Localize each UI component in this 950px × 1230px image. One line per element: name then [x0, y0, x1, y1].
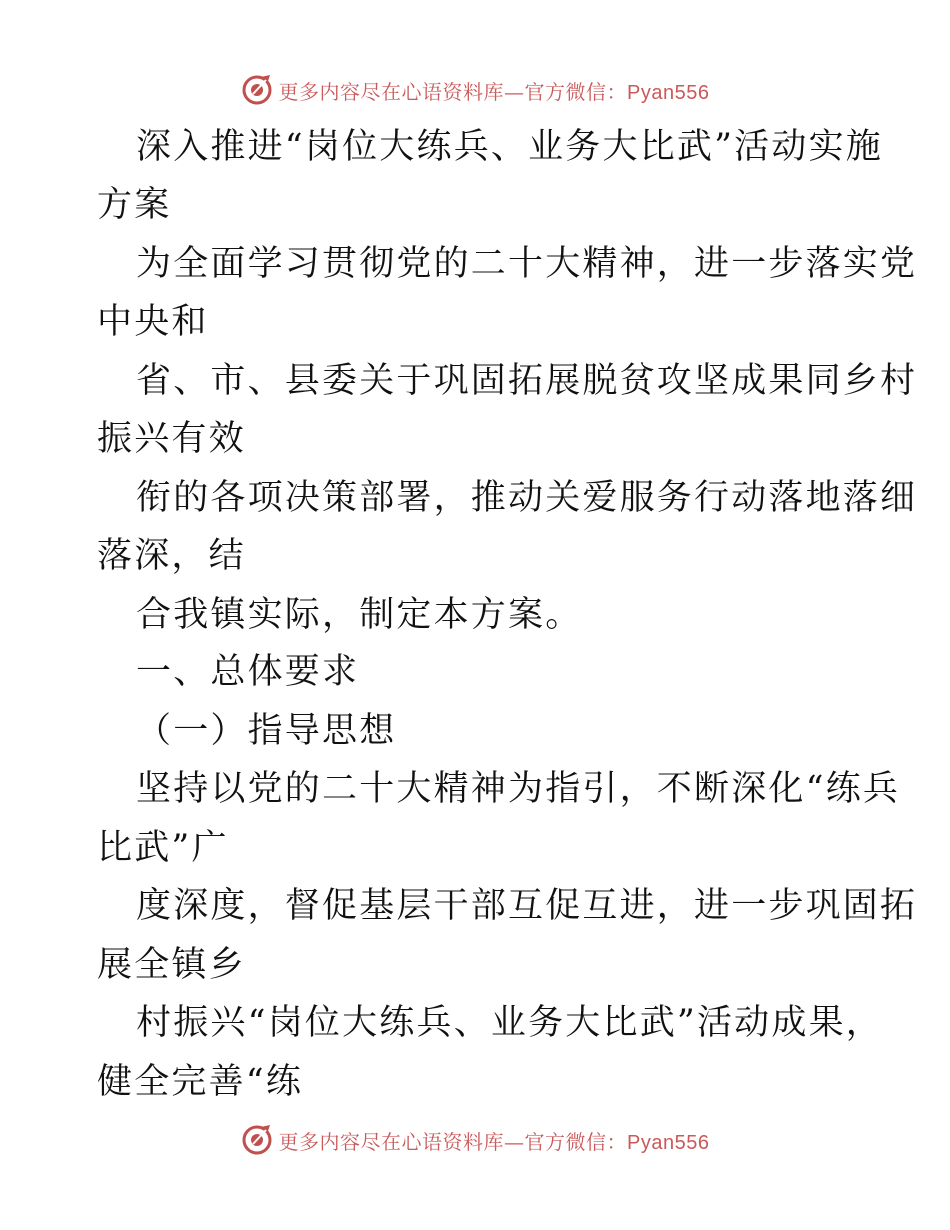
paragraph-line: 度深度，督促基层干部互促互进，进一步巩固拓	[136, 886, 918, 926]
watermark-footer	[0, 1120, 950, 1160]
document-title-continued: 方案	[97, 185, 172, 225]
paragraph-line: 落深，结	[97, 536, 246, 576]
paragraph-line: 坚持以党的二十大精神为指引，不断深化“练兵	[136, 769, 901, 809]
paragraph-line: 振兴有效	[97, 419, 246, 459]
watermark-wechat-id: Pyan556	[627, 81, 710, 104]
document-title: 深入推进“岗位大练兵、业务大比武”活动实施	[136, 127, 883, 167]
paragraph-line: 省、市、县委关于巩固拓展脱贫攻坚成果同乡村	[136, 361, 918, 401]
watermark-text: 更多内容尽在心语资料库—官方微信：Pyan556	[278, 79, 710, 104]
paragraph-line: 衔的各项决策部署，推动关爱服务行动落地落细	[136, 478, 918, 518]
watermark-text: 更多内容尽在心语资料库—官方微信：Pyan556	[278, 1129, 710, 1154]
paragraph-line: 展全镇乡	[97, 945, 246, 985]
watermark-wechat-id: Pyan556	[627, 1131, 710, 1154]
paragraph-line: 村振兴“岗位大练兵、业务大比武”活动成果，	[136, 1003, 883, 1043]
watermark-header	[0, 70, 950, 110]
paragraph-line: 为全面学习贯彻党的二十大精神，进一步落实党	[136, 244, 918, 284]
pen-circle-logo-icon	[241, 74, 273, 106]
paragraph-line: 合我镇实际，制定本方案。	[136, 595, 583, 635]
subsection-heading: （一）指导思想	[136, 711, 397, 751]
paragraph-line: 中央和	[97, 302, 209, 342]
paragraph-line: 健全完善“练	[97, 1062, 304, 1102]
pen-circle-logo-icon	[241, 1124, 273, 1156]
section-heading: 一、总体要求	[136, 652, 360, 692]
paragraph-line: 比武”广	[97, 828, 229, 868]
